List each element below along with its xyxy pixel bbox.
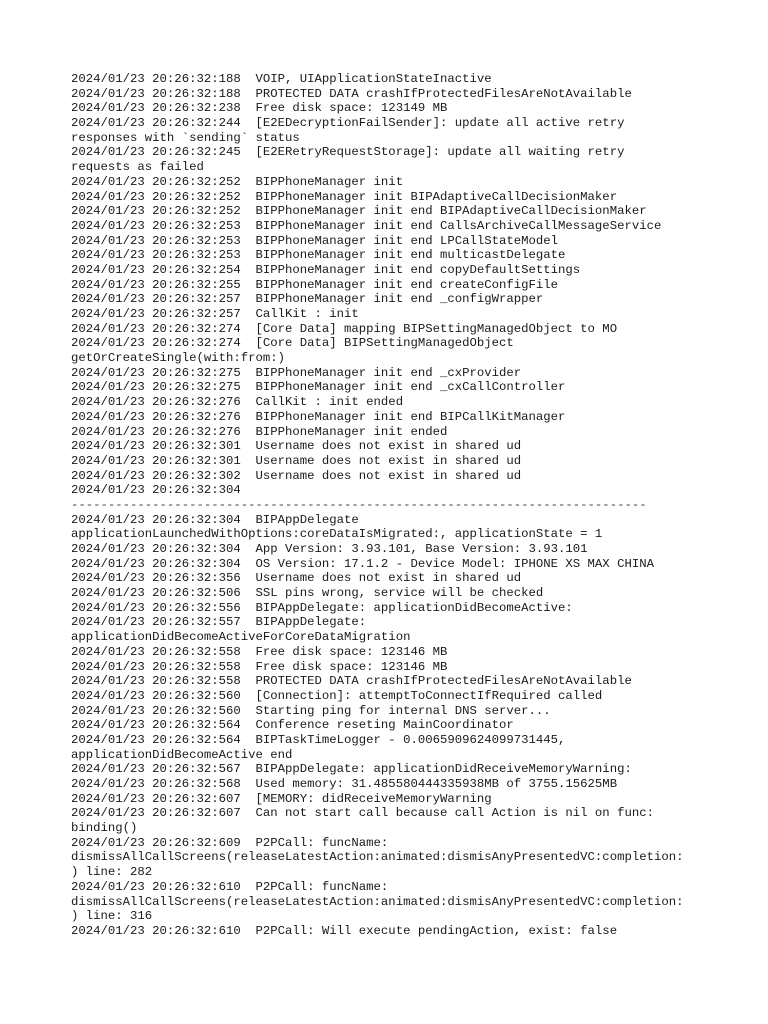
log-line: 2024/01/23 20:26:32:238 Free disk space: 123149 MB	[71, 101, 448, 116]
log-line: 2024/01/23 20:26:32:252 BIPPhoneManager init end BIPAdaptiveCallDecisionMaker	[71, 204, 647, 219]
log-line: 2024/01/23 20:26:32:564 BIPTaskTimeLogger - 0.0065909624099731445,	[71, 732, 566, 747]
log-line: 2024/01/23 20:26:32:253 BIPPhoneManager init end LPCallStateModel	[71, 233, 559, 248]
log-line: 2024/01/23 20:26:32:610 P2PCall: funcName:	[71, 879, 389, 894]
log-line: 2024/01/23 20:26:32:304 BIPAppDelegate	[71, 512, 359, 527]
log-line: 2024/01/23 20:26:32:275 BIPPhoneManager init end _cxProvider	[71, 365, 522, 380]
log-line: 2024/01/23 20:26:32:252 BIPPhoneManager init BIPAdaptiveCallDecisionMaker	[71, 189, 618, 204]
log-line: 2024/01/23 20:26:32:304	[71, 483, 241, 498]
log-line: 2024/01/23 20:26:32:304 App Version: 3.93.101, Base Version: 3.93.101	[71, 542, 588, 556]
log-line: 2024/01/23 20:26:32:558 Free disk space: 123146 MB	[71, 659, 448, 674]
log-line: 2024/01/23 20:26:32:560 Starting ping for internal DNS server...	[71, 703, 551, 718]
log-line: 2024/01/23 20:26:32:188 VOIP, UIApplicationStateInactive	[71, 72, 492, 86]
log-line: 2024/01/23 20:26:32:610 P2PCall: Will execute pendingAction, exist: false	[71, 923, 618, 938]
log-line: 2024/01/23 20:26:32:274 [Core Data] mapping BIPSettingManagedObject to MO	[71, 321, 618, 336]
log-line: 2024/01/23 20:26:32:558 PROTECTED DATA crashIfProtectedFilesAreNotAvailable	[71, 674, 632, 689]
log-line: getOrCreateSingle(with:from:)	[71, 351, 286, 366]
log-line: 2024/01/23 20:26:32:558 Free disk space: 123146 MB	[71, 644, 448, 659]
log-line: 2024/01/23 20:26:32:274 [Core Data] BIPSettingManagedObject	[71, 336, 514, 351]
log-line: 2024/01/23 20:26:32:609 P2PCall: funcName:	[71, 835, 389, 850]
log-line: 2024/01/23 20:26:32:245 [E2ERetryRequestStorage]: update all waiting retry	[71, 145, 625, 160]
log-line: requests as failed	[71, 160, 204, 175]
log-line: 2024/01/23 20:26:32:255 BIPPhoneManager init end createConfigFile	[71, 277, 559, 292]
log-line: 2024/01/23 20:26:32:302 Username does not exist in shared ud	[71, 468, 522, 483]
log-line: 2024/01/23 20:26:32:257 CallKit : init	[71, 307, 359, 321]
log-line: 2024/01/23 20:26:32:564 Conference reseting MainCoordinator	[71, 718, 514, 733]
log-line: 2024/01/23 20:26:32:276 CallKit : init ended	[71, 395, 404, 410]
log-line: 2024/01/23 20:26:32:252 BIPPhoneManager init	[71, 174, 404, 189]
log-line: dismissAllCallScreens(releaseLatestAction:animated:dismisAnyPresentedVC:completion:	[71, 850, 684, 865]
log-line: responses with `sending` status	[71, 130, 300, 145]
log-line: 2024/01/23 20:26:32:304 OS Version: 17.1.2 - Device Model: IPHONE XS MAX CHINA	[71, 556, 654, 571]
log-line: 2024/01/23 20:26:32:253 BIPPhoneManager init end multicastDelegate	[71, 248, 566, 263]
log-line: 2024/01/23 20:26:32:253 BIPPhoneManager init end CallsArchiveCallMessageService	[71, 218, 662, 233]
log-line: 2024/01/23 20:26:32:244 [E2EDecryptionFailSender]: update all active retry	[71, 116, 625, 131]
log-line: dismissAllCallScreens(releaseLatestAction:animated:dismisAnyPresentedVC:completion:	[71, 894, 684, 909]
separator-line: ------------------------------------------------------------------------------	[71, 497, 647, 512]
log-line: applicationLaunchedWithOptions:coreDataIsMigrated:, applicationState = 1	[71, 527, 603, 542]
log-line: 2024/01/23 20:26:32:557 BIPAppDelegate:	[71, 615, 367, 630]
log-line: 2024/01/23 20:26:32:301 Username does not exist in shared ud	[71, 439, 522, 454]
log-line: 2024/01/23 20:26:32:188 PROTECTED DATA crashIfProtectedFilesAreNotAvailable	[71, 86, 632, 101]
log-line: 2024/01/23 20:26:32:567 BIPAppDelegate: applicationDidReceiveMemoryWarning:	[71, 762, 632, 777]
log-line: 2024/01/23 20:26:32:276 BIPPhoneManager init end BIPCallKitManager	[71, 409, 566, 424]
log-line: binding()	[71, 821, 138, 836]
log-line: 2024/01/23 20:26:32:254 BIPPhoneManager init end copyDefaultSettings	[71, 262, 581, 277]
log-line: 2024/01/23 20:26:32:276 BIPPhoneManager init ended	[71, 424, 448, 439]
log-line: 2024/01/23 20:26:32:560 [Connection]: attemptToConnectIfRequired called	[71, 688, 603, 703]
log-line: ) line: 282	[71, 865, 153, 880]
log-line: 2024/01/23 20:26:32:506 SSL pins wrong, service will be checked	[71, 586, 544, 601]
log-line: 2024/01/23 20:26:32:356 Username does not exist in shared ud	[71, 571, 522, 586]
log-line: 2024/01/23 20:26:32:568 Used memory: 31.485580444335938MB of 3755.15625MB	[71, 777, 618, 791]
log-line: applicationDidBecomeActive end	[71, 747, 293, 762]
log-line: 2024/01/23 20:26:32:556 BIPAppDelegate: applicationDidBecomeActive:	[71, 600, 573, 615]
log-line: 2024/01/23 20:26:32:275 BIPPhoneManager init end _cxCallController	[71, 380, 566, 395]
log-line: 2024/01/23 20:26:32:301 Username does not exist in shared ud	[71, 453, 522, 468]
log-line: 2024/01/23 20:26:32:257 BIPPhoneManager init end _configWrapper	[71, 292, 544, 307]
log-document	[71, 72, 761, 939]
log-line: 2024/01/23 20:26:32:607 Can not start call because call Action is nil on func:	[71, 806, 654, 821]
log-line: 2024/01/23 20:26:32:607 [MEMORY: didReceiveMemoryWarning	[71, 791, 492, 806]
log-line: ) line: 316	[71, 909, 153, 924]
log-line: applicationDidBecomeActiveForCoreDataMigration	[71, 630, 411, 645]
